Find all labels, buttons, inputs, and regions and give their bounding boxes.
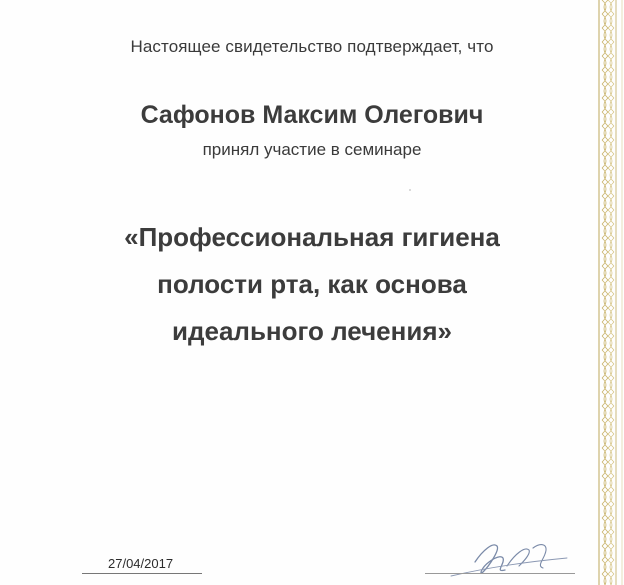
participation-text: принял участие в семинаре [202, 140, 422, 159]
date-underline [82, 573, 202, 574]
seminar-title-line: идеального лечения» [172, 316, 452, 346]
recipient-name: Сафонов Максим Олегович [140, 101, 484, 129]
signature-underline [425, 573, 575, 574]
issue-date: 27/04/2017 [108, 556, 174, 571]
handwritten-signature [445, 532, 575, 585]
paper-speck [409, 189, 411, 191]
seminar-title-line: полости рта, как основа [157, 269, 467, 299]
seminar-title [0, 214, 624, 355]
seminar-title-line: «Профессиональная гигиена [124, 222, 500, 252]
intro-text: Настоящее свидетельство подтверждает, что [130, 37, 494, 56]
